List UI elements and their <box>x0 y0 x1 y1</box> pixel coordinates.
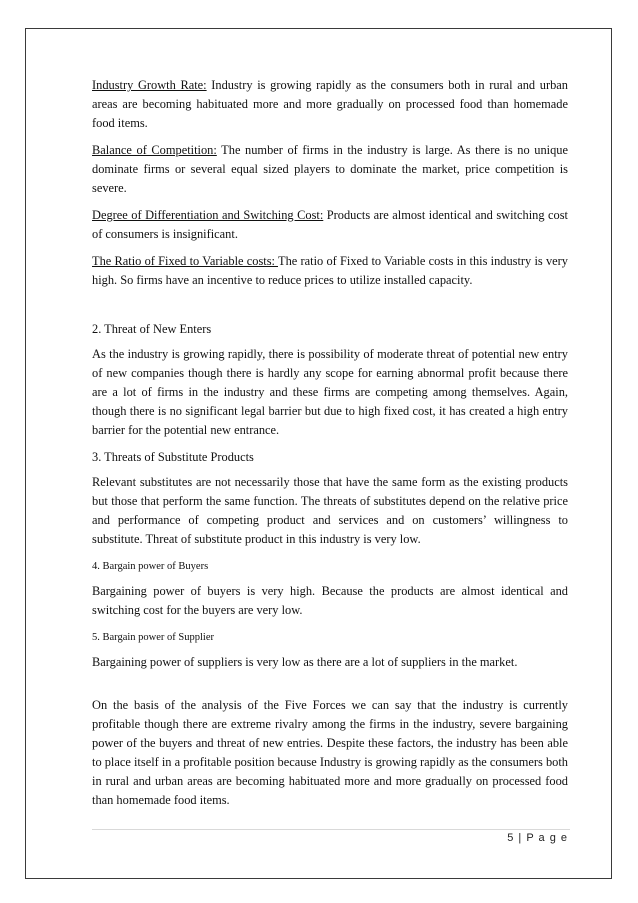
paragraph-fixed-variable <box>92 252 568 290</box>
label-differentiation: Degree of Differentiation and Switching Cost: <box>92 208 324 222</box>
paragraph-balance-of-competition <box>92 141 568 198</box>
paragraph-supplier: Bargaining power of suppliers is very low as there are a lot of suppliers in the market. <box>92 655 518 669</box>
paragraph-buyers: Bargaining power of buyers is very high. Because the products are almost identical and switching cost for the buyers are very low. <box>92 584 568 617</box>
spacer <box>92 298 568 320</box>
page-label: P a g e <box>526 832 568 844</box>
label-industry-growth-rate: Industry Growth Rate: <box>92 78 207 92</box>
spacer <box>92 680 568 696</box>
page-footer <box>507 832 568 844</box>
label-balance-of-competition: Balance of Competition: <box>92 143 217 157</box>
footer-separator: | <box>518 832 523 844</box>
paragraph-conclusion: On the basis of the analysis of the Five Forces we can say that the industry is currently profitable though there are extreme rivalry among the firms in the industry, severe bargaining power of the buyers and threat of new entries. Despite these factors, the industry has been able to place itself in a profitable position because Industry is growing rapidly as the consumers both in rural and urban areas are becoming habituated more and more gradually on processed food than homemade food items. <box>92 698 568 807</box>
page-number: 5 <box>507 832 515 844</box>
text-balance-of-competition: The number of firms in the industry is large. As there is no unique dominate firms or several equal sized players to dominate the market, price competition is severe. <box>92 143 568 195</box>
text-industry-growth-rate: Industry is growing rapidly as the consumers both in rural and urban areas are becoming habituated more and more gradually on processed food than homemade food items. <box>92 78 568 130</box>
label-fixed-variable: The Ratio of Fixed to Variable costs: <box>92 254 278 268</box>
footer-divider <box>92 829 570 830</box>
heading-supplier: 5. Bargain power of Supplier <box>92 632 214 643</box>
heading-threat-new-enters: 2. Threat of New Enters <box>92 322 212 336</box>
heading-buyers: 4. Bargain power of Buyers <box>92 561 209 572</box>
text-fixed-variable: The ratio of Fixed to Variable costs in this industry is very high. So firms have an incentive to reduce prices to utilize installed capacity. <box>92 254 569 287</box>
text-differentiation: Products are almost identical and switching cost of consumers is insignificant. <box>92 208 568 241</box>
paragraph-differentiation <box>92 206 568 244</box>
paragraph-substitute-products: Relevant substitutes are not necessarily those that have the same form as the existing products but those that perform the same function. The threats of substitutes depend on the relative price and performance of competing product and services and on customers’ willingness to substitute. Threat of substitute product in this industry is very low. <box>92 475 568 546</box>
document-body <box>92 76 568 818</box>
paragraph-industry-growth-rate <box>92 76 568 133</box>
paragraph-threat-new-enters: As the industry is growing rapidly, there is possibility of moderate threat of potential new entry of new companies though there is hardly any scope for earning abnormal profit because there are a lot of firms in the industry and these firms are competing among themselves. Again, though there is no significant legal barrier but due to high fixed cost, it has created a high entry barrier for the potential new entrance. <box>92 347 568 437</box>
heading-substitute-products: 3. Threats of Substitute Products <box>92 450 254 464</box>
